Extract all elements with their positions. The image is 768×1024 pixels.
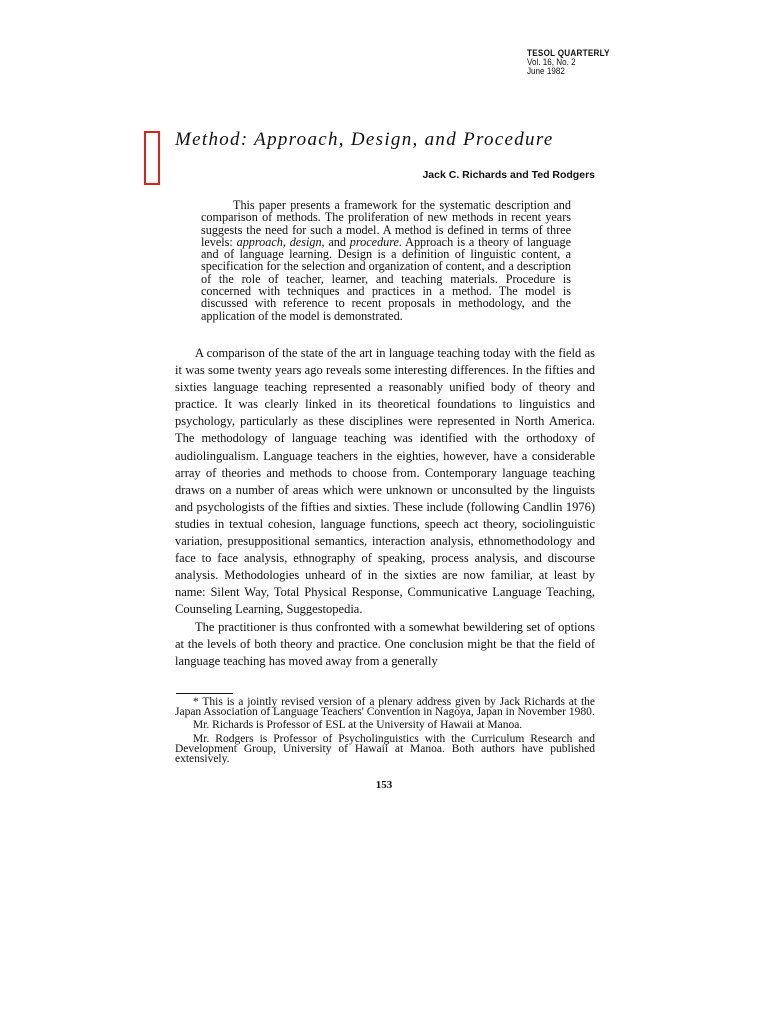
footnote-1: * This is a jointly revised version of a plenary address given by Jack Richards at the Japan Association of Language Teachers' Convention in Nagoya, Japan in November 1980. <box>175 696 595 719</box>
abstract <box>201 199 571 322</box>
abstract-text-2: Approach is a theory of language and of language learning. Design is a definition of linguistic content, a specification for the selection and organization of content, and a description of the role of teacher, learner, and teaching materials. Procedure is concerned with techniques and practices in a method. The model is discussed with reference to recent proposals in methodology, and the application of the model is demonstrated. <box>201 234 571 323</box>
abstract-and: and <box>324 234 350 249</box>
journal-header <box>527 49 610 76</box>
footnotes <box>175 697 595 767</box>
abstract-text-1: This paper presents a framework for the systematic description and comparison of methods. The proliferation of new methods in recent years suggests the need for such a model. A method is defined in terms of three levels: <box>201 198 571 249</box>
abstract-paragraph <box>201 199 571 322</box>
footnote-2: Mr. Richards is Professor of ESL at the University of Hawaii at Manoa. <box>193 719 523 732</box>
body-paragraph-2: The practitioner is thus confronted with a somewhat bewildering set of options at the levels of both theory and practice. One conclusion might be that the field of language teaching has moved away from a generally <box>175 619 595 668</box>
journal-name: TESOL QUARTERLY <box>527 48 610 58</box>
article-authors: Jack C. Richards and Ted Rodgers <box>422 169 595 181</box>
footnote-3: Mr. Rodgers is Professor of Psycholinguistics with the Curriculum Research and Development Group, University of Hawaii at Manoa. Both authors have published extensively. <box>175 732 595 766</box>
journal-volume: Vol. 16, No. 2 <box>527 57 576 67</box>
body-paragraph-1: A comparison of the state of the art in language teaching today with the field as it was some twenty years ago reveals some interesting differences. In the fifties and sixties language teaching represented a reasonably unified body of theory and practice. It was clearly linked in its theoretical foundations to linguistics and psychology, particularly as these disciplines were represented in North America. The methodology of language teaching was identified with the orthodoxy of audiolingualism. Language teachers in the eighties, however, have a considerable array of theories and methods to choose from. Contemporary language teaching draws on a number of areas which were unknown or unconsulted by the linguists and psychologists of the fifties and sixties. These include (following Candlin 1976) studies in textual cohesion, language functions, speech act theory, sociolinguistic variation, presuppositional semantics, interaction analysis, ethnomethodology and face to face analysis, ethnography of speaking, process analysis, and discourse analysis. Methodologies unheard of in the sixties are now familiar, at least by name: Silent Way, Total Physical Response, Communicative Language Teaching, Counseling Learning, Suggestopedia. <box>175 346 595 617</box>
article-title: Method: Approach, Design, and Procedure <box>175 129 554 150</box>
abstract-term-approach-design: approach, design, <box>236 234 325 249</box>
page-number: 153 <box>375 779 393 791</box>
journal-date: June 1982 <box>527 66 565 76</box>
abstract-term-procedure: procedure. <box>349 234 403 249</box>
body-text <box>175 345 595 670</box>
annotation-box <box>144 131 160 185</box>
footnote-divider <box>176 693 233 694</box>
